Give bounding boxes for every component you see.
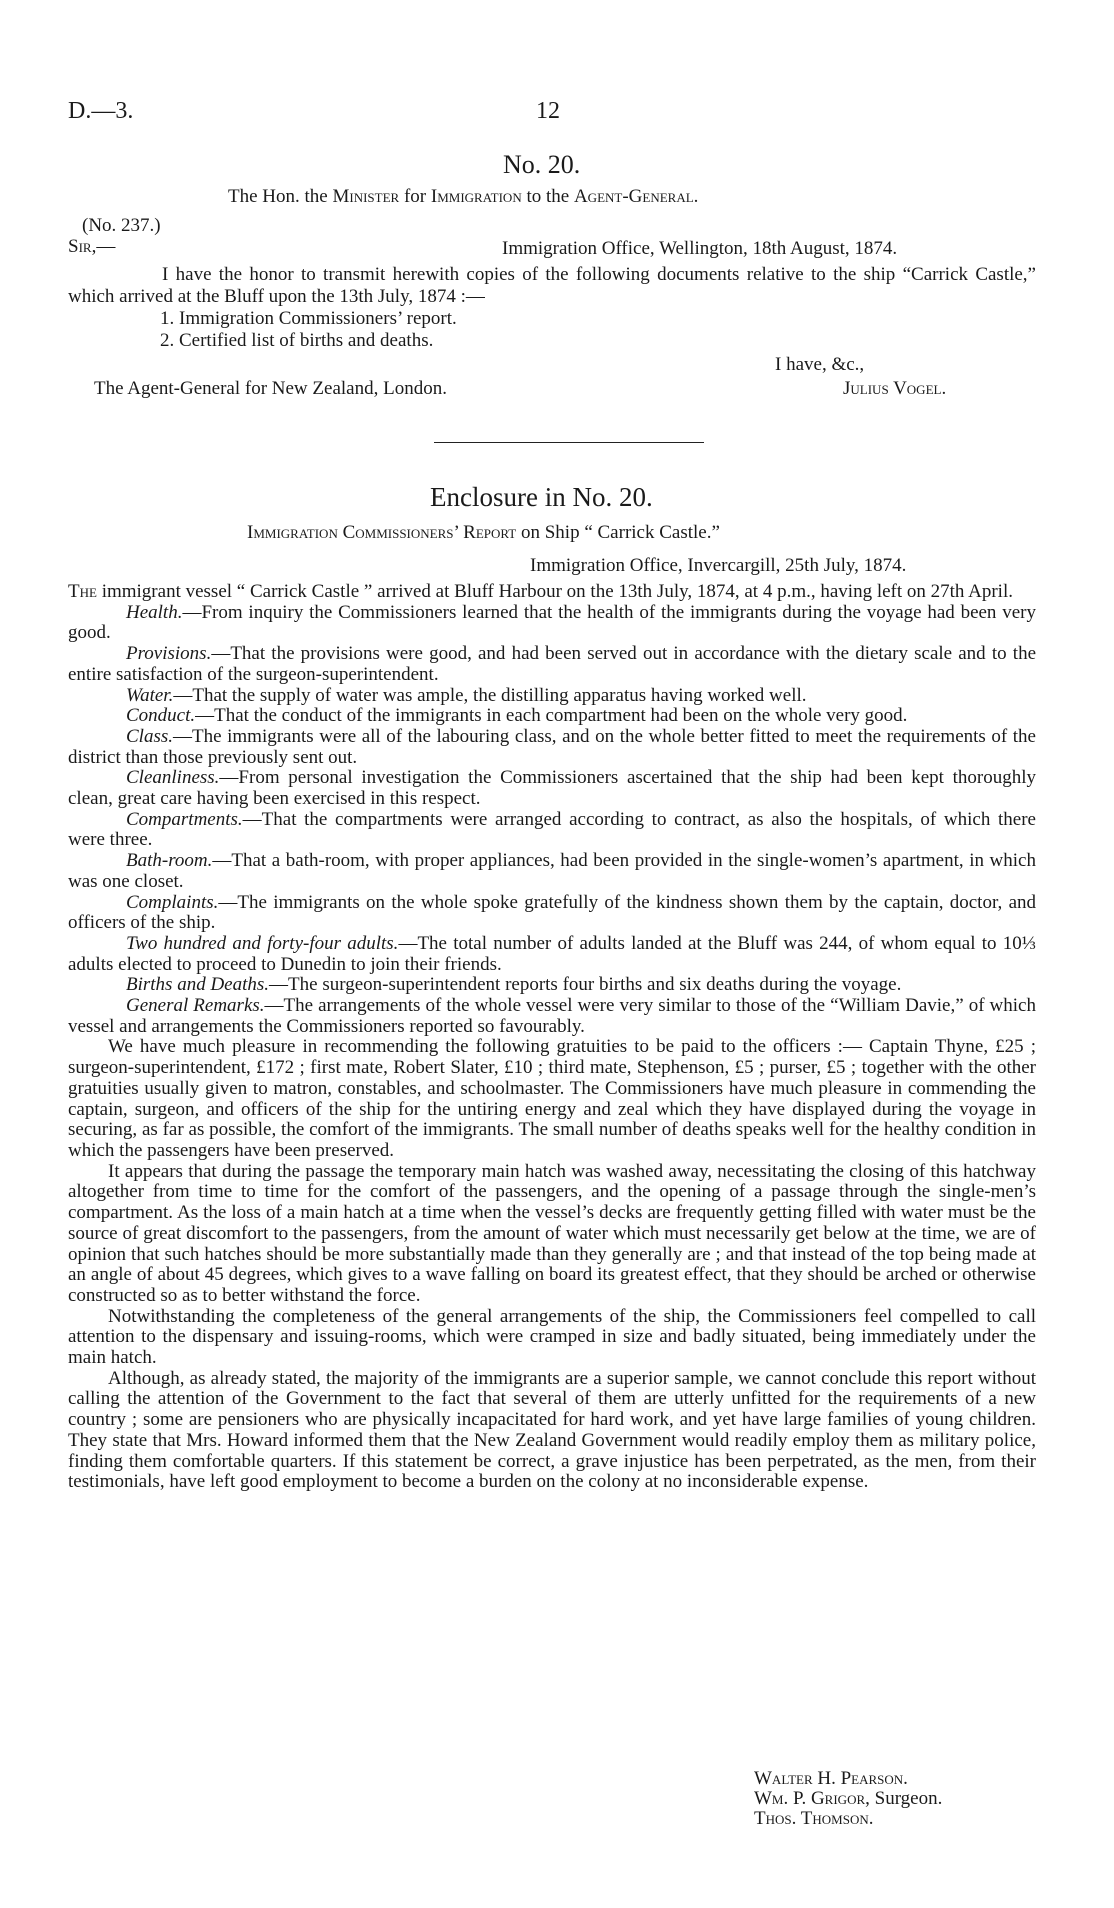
signatory: Walter H. Pearson.: [754, 1768, 908, 1789]
report-section: Compartments.—That the compartments were arranged according to contract, as also the hospitals, of which there were three.: [68, 808, 1036, 851]
list-item: 1. Immigration Commissioners’ report.: [160, 308, 457, 329]
report-paragraph: Notwithstanding the completeness of the general arrangements of the ship, the Commissioners feel compelled to call attention to the dispensary and issuing-rooms, which were cramped in size and badly situated, being immediately under the main hatch.: [68, 1305, 1036, 1369]
page-number: 12: [536, 98, 560, 124]
report-section: Complaints.—The immigrants on the whole spoke gratefully of the kindness shown them by the captain, doctor, and officers of the ship.: [68, 891, 1036, 934]
section-divider: [434, 442, 704, 443]
report-section: General Remarks.—The arrangements of the whole vessel were very similar to those of the “William Davie,” of which vessel and arrangements the Commissioners reported so favourably.: [68, 995, 1036, 1037]
document-code: D.—3.: [68, 98, 134, 124]
report-section: Bath-room.—That a bath-room, with proper appliances, had been provided in the single-women’s apartment, in which was one closet.: [68, 850, 1036, 892]
report-paragraph: Although, as already stated, the majority of the immigrants are a superior sample, we cannot conclude this report without calling the attention of the Government to the fact that several of them are utterly unfitted for the requirements of a new country ; some are pensioners who are physically incapacitated for hard work, and yet have large families of young children. They state that Mrs. Howard informed them that the New Zealand Government would readily employ them as military police, finding them comfortable quarters. If this statement be correct, a grave injustice has been perpetrated, as the men, from their testimonials, have left good employment to become a burden on the colony at no inconsiderable expense.: [68, 1367, 1036, 1493]
letter-dateline: Immigration Office, Wellington, 18th August, 1874.: [502, 238, 898, 259]
report-paragraph: It appears that during the passage the temporary main hatch was washed away, necessitating the closing of this hatchway altogether from time to time for the comfort of the passengers, and the opening of a passage through the single-men’s compartment. As the loss of a main hatch at a time when the vessel’s decks are frequently getting filled with water must be the source of great discomfort to the passengers, from the amount of water which must necessarily get below at the time, we are of opinion that such hatches should be more substantially made than they generally are ; and that instead of the top being made at an angle of about 45 degrees, which gives to a wave falling on board its greatest effect, that they should be arched or otherwise constructed so as to better withstand the force.: [68, 1160, 1036, 1306]
salutation: Sir,—: [68, 236, 116, 257]
signatory: Thos. Thomson.: [754, 1808, 874, 1829]
report-paragraph: We have much pleasure in recommending the following gratuities to be paid to the officers :— Captain Thyne, £25 ; surgeon-superintendent, £172 ; first mate, Robert Slater, £10 ; third mate, Stephenson, £5 ; purser, £5 ; together with the other gratuities usually given to matron, constables, and schoolmaster. The Commissioners have much pleasure in commending the captain, surgeon, and officers of the ship for the untiring energy and zeal which they have displayed during the voyage in securing, as far as possible, the comfort of the immigrants. The small number of deaths speaks well for the healthy condition in which the passengers have been preserved.: [68, 1036, 1036, 1161]
report-section: Provisions.—That the provisions were good, and had been served out in accordance with the dietary scale and to the entire satisfaction of the surgeon-superintendent.: [68, 643, 1036, 685]
report-section: Health.—From inquiry the Commissioners learned that the health of the immigrants during the voyage had been very good.: [68, 601, 1036, 644]
addressee: The Agent-General for New Zealand, London.: [94, 378, 447, 399]
list-item: 2. Certified list of births and deaths.: [160, 330, 434, 351]
report-section: Conduct.—That the conduct of the immigrants in each compartment had been on the whole very good.: [126, 705, 908, 727]
closing: I have, &c.,: [775, 354, 865, 375]
report-body: [68, 582, 1036, 1493]
letter-paragraph: I have the honor to transmit herewith copies of the following documents relative to the ship “Carrick Castle,” which arrived at the Bluff upon the 13th July, 1874 :—: [68, 264, 1036, 307]
document-number: No. 20.: [503, 150, 581, 179]
report-section: Class.—The immigrants were all of the labouring class, and on the whole better fitted to meet the requirements of the district than those previously sent out.: [68, 725, 1036, 768]
signature: Julius Vogel.: [843, 378, 947, 399]
letter-reference: (No. 237.): [82, 215, 161, 236]
report-section: Births and Deaths.—The surgeon-superintendent reports four births and six deaths during the voyage.: [126, 974, 902, 996]
enclosure-heading: Enclosure in No. 20.: [430, 482, 653, 512]
report-section: Two hundred and forty-four adults.—The total number of adults landed at the Bluff was 244, of whom equal to 10⅓ adults elected to proceed to Dunedin to join their friends.: [68, 932, 1036, 975]
enclosure-dateline: Immigration Office, Invercargill, 25th July, 1874.: [530, 555, 907, 576]
report-section: Cleanliness.—From personal investigation the Commissioners ascertained that the ship had been kept thoroughly clean, great care having been exercised in this respect.: [68, 767, 1036, 810]
enclosure-title: Immigration Commissioners’ Report on Ship “ Carrick Castle.”: [247, 522, 720, 543]
report-intro: The immigrant vessel “ Carrick Castle ” arrived at Bluff Harbour on the 13th July, 1874, at 4 p.m., having left on 27th April.: [68, 581, 1013, 602]
signatory: Wm. P. Grigor, Surgeon.: [754, 1788, 943, 1809]
letter-title: The Hon. the Minister for Immigration to the Agent-General.: [228, 186, 699, 207]
report-section: Water.—That the supply of water was ample, the distilling apparatus having worked well.: [126, 684, 807, 706]
